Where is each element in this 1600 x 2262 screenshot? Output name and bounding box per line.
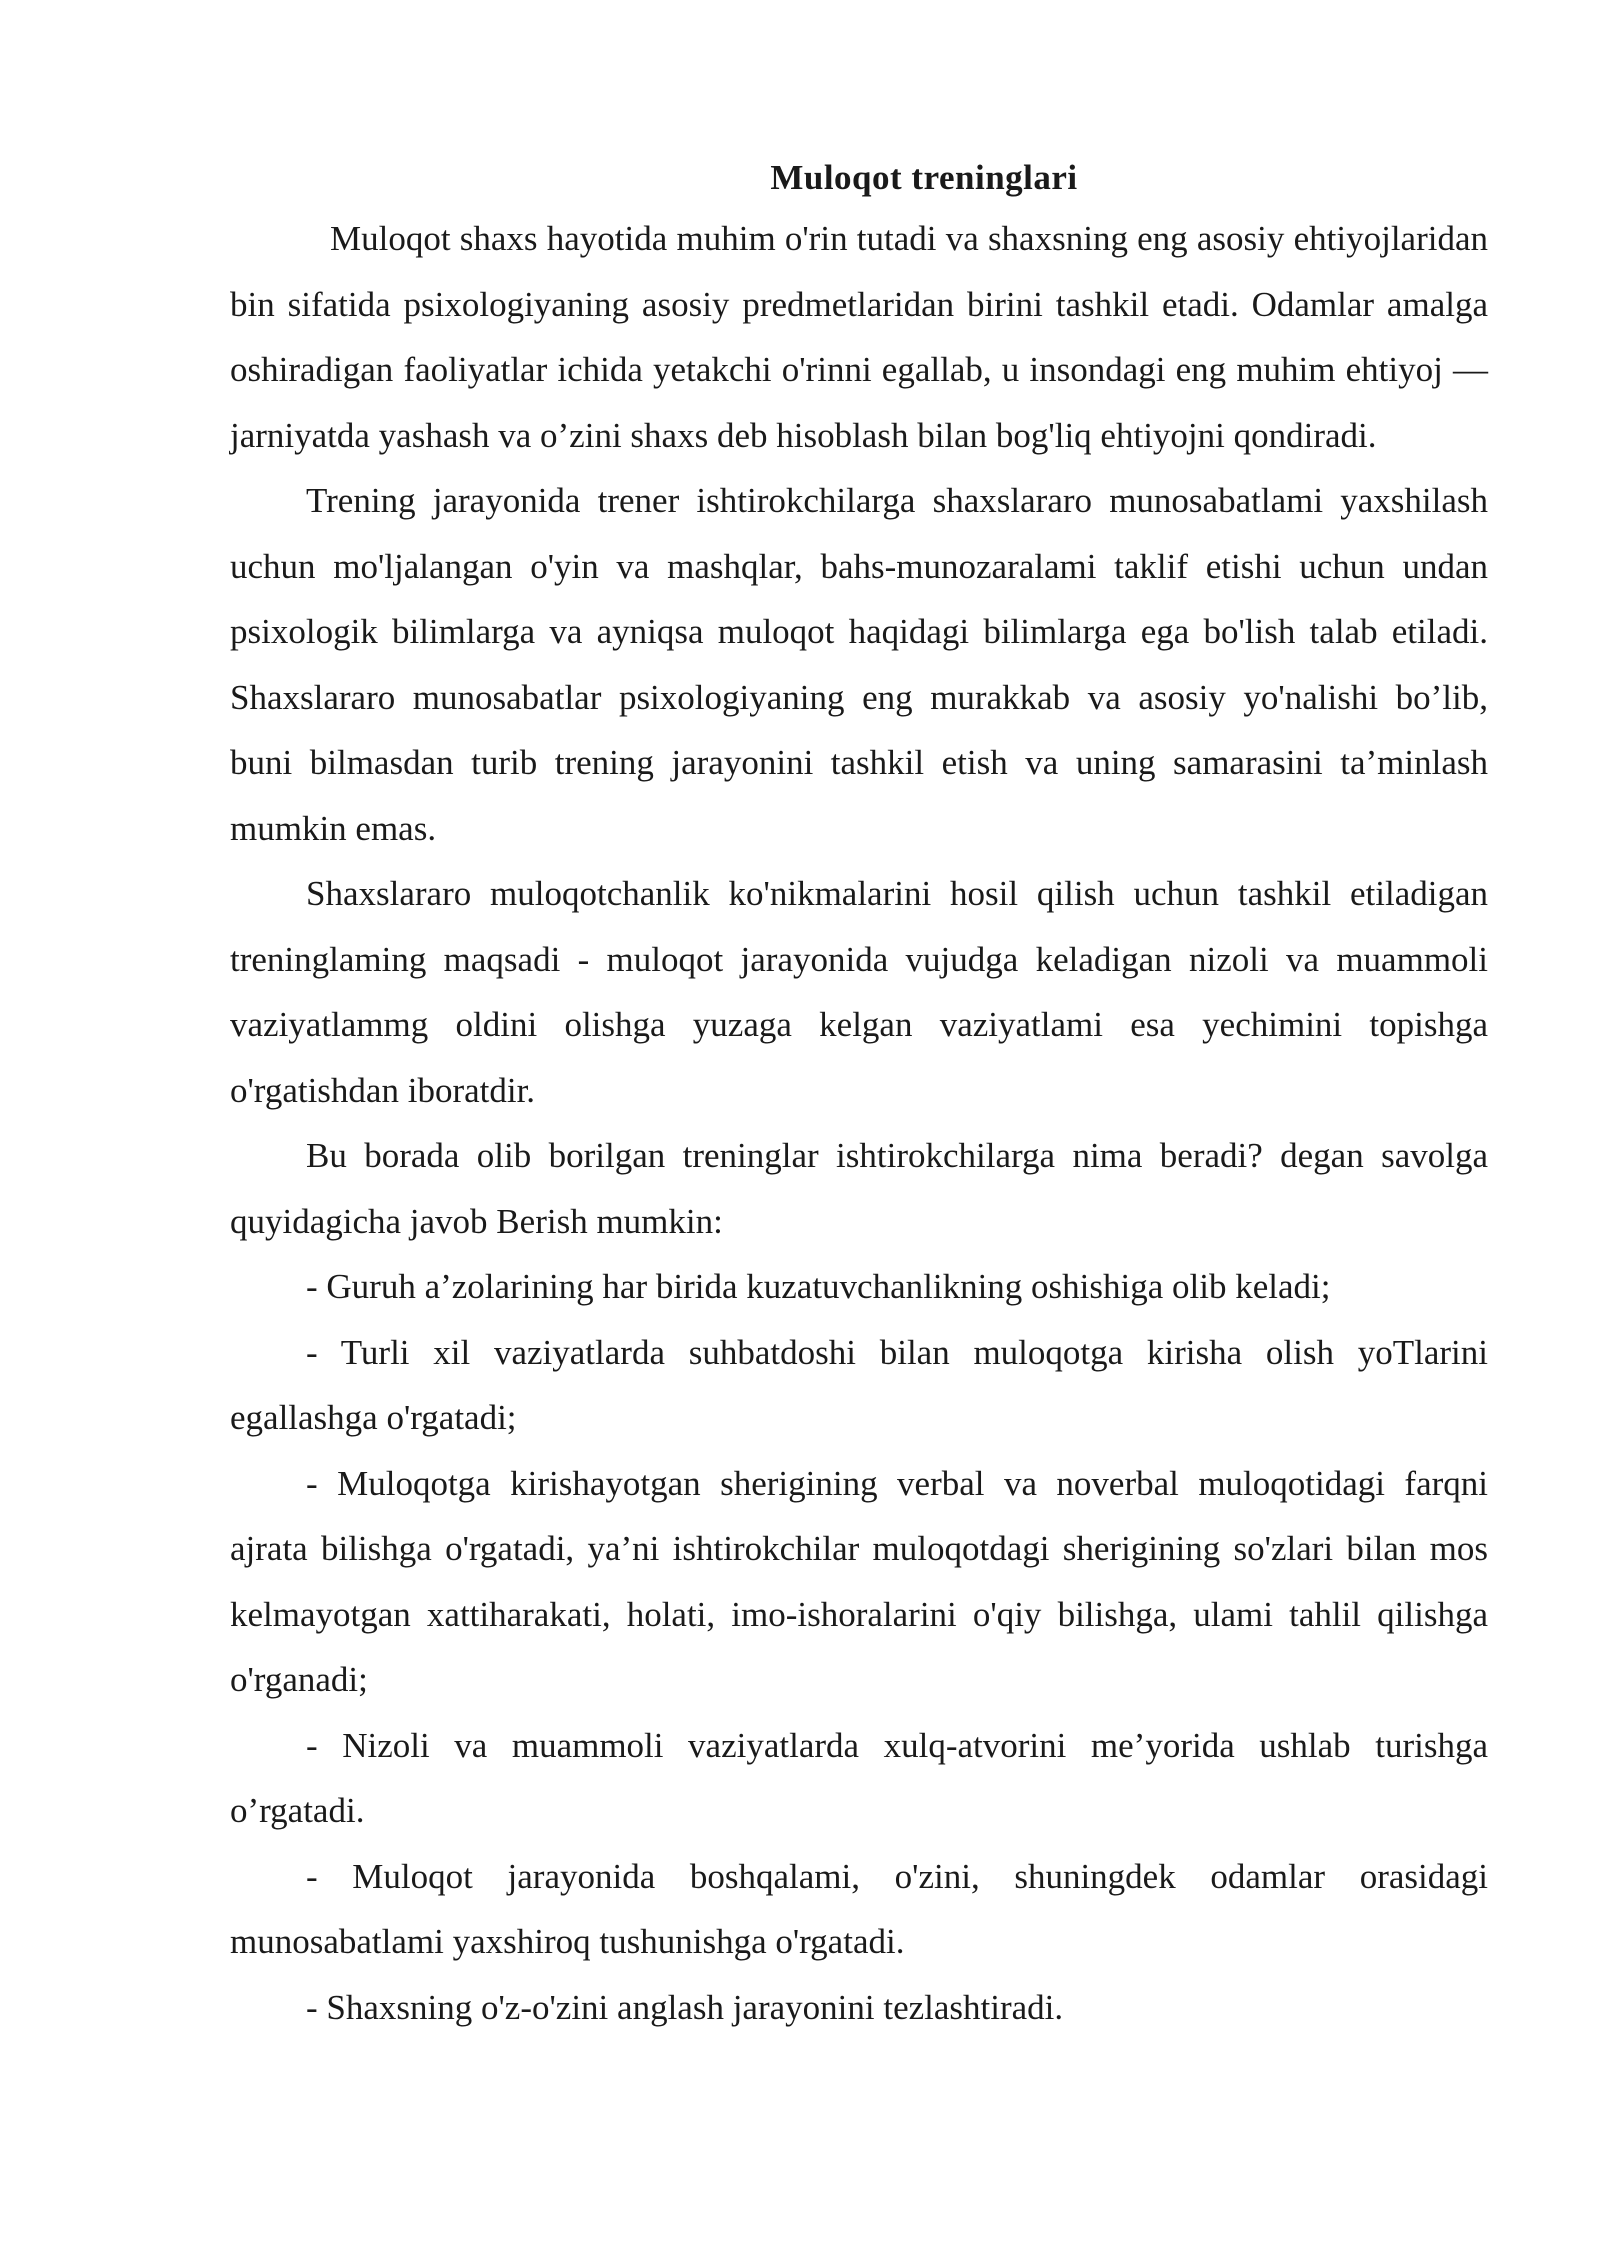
list-item: - Guruh a’zolarining har birida kuzatuvchanlikning oshishiga olib keladi; (306, 1267, 1331, 1306)
document-title: Muloqot treninglari (770, 158, 1078, 197)
list-item: - Nizoli va muammoli vaziyatlarda xulq-atvorini me’yorida ushlab turishga o’rgatadi. (230, 1725, 1488, 1830)
document-body (230, 150, 1488, 2040)
list-item: - Muloqotga kirishayotgan sherigining verbal va noverbal muloqotidagi farqni ajrata bilishga o'rgatadi, ya’ni ishtirokchilar muloqotdagi sherigining so'zlari bilan mos kelmayotgan xattiharakati, holati, imo-ishoralarini o'qiy bilishga, ulami tahlil qilishga o'rganadi; (230, 1463, 1488, 1699)
paragraph: Trening jarayonida trener ishtirokchilarga shaxslararo munosabatlami yaxshilash uchun mo'ljalangan o'yin va mashqlar, bahs-munozaralami taklif etishi uchun undan psixologik bilimlarga va ayniqsa muloqot haqidagi bilimlarga ega bo'lish talab etiladi. Shaxslararo munosabatlar psixologiyaning eng murakkab va asosiy yo'nalishi bo’lib, buni bilmasdan turib trening jarayonini tashkil etish va uning samarasini ta’minlash mumkin emas. (230, 481, 1488, 848)
list-item: - Muloqot jarayonida boshqalami, o'zini, shuningdek odamlar orasidagi munosabatlami yaxshiroq tushunishga o'rgatadi. (230, 1856, 1488, 1961)
list-item: - Turli xil vaziyatlarda suhbatdoshi bilan muloqotga kirisha olish yoTlarini egallashga o'rgatadi; (230, 1332, 1488, 1437)
paragraph: Bu borada olib borilgan treninglar ishtirokchilarga nima beradi? degan savolga quyidagicha javob Berish mumkin: (230, 1136, 1488, 1241)
list-item: - Shaxsning o'z-o'zini anglash jarayonini tezlashtiradi. (306, 1987, 1064, 2027)
paragraph: Shaxslararo muloqotchanlik ko'nikmalarini hosil qilish uchun tashkil etiladigan treninglaming maqsadi - muloqot jarayonida vujudga keladigan nizoli va muammoli vaziyatlammg oldini olishga yuzaga kelgan vaziyatlami esa yechimini topishga o'rgatishdan iboratdir. (230, 874, 1488, 1110)
paragraph: Muloqot shaxs hayotida muhim o'rin tutadi va shaxsning eng asosiy ehtiyojlaridan bin sifatida psixologiyaning asosiy predmetlaridan birini tashkil etadi. Odamlar amalga oshiradigan faoliyatlar ichida yetakchi o'rinni egallab, u insondagi eng muhim ehtiyoj — jarniyatda yashash va o’zini shaxs deb hisoblash bilan bog'liq ehtiyojni qondiradi. (230, 219, 1488, 455)
